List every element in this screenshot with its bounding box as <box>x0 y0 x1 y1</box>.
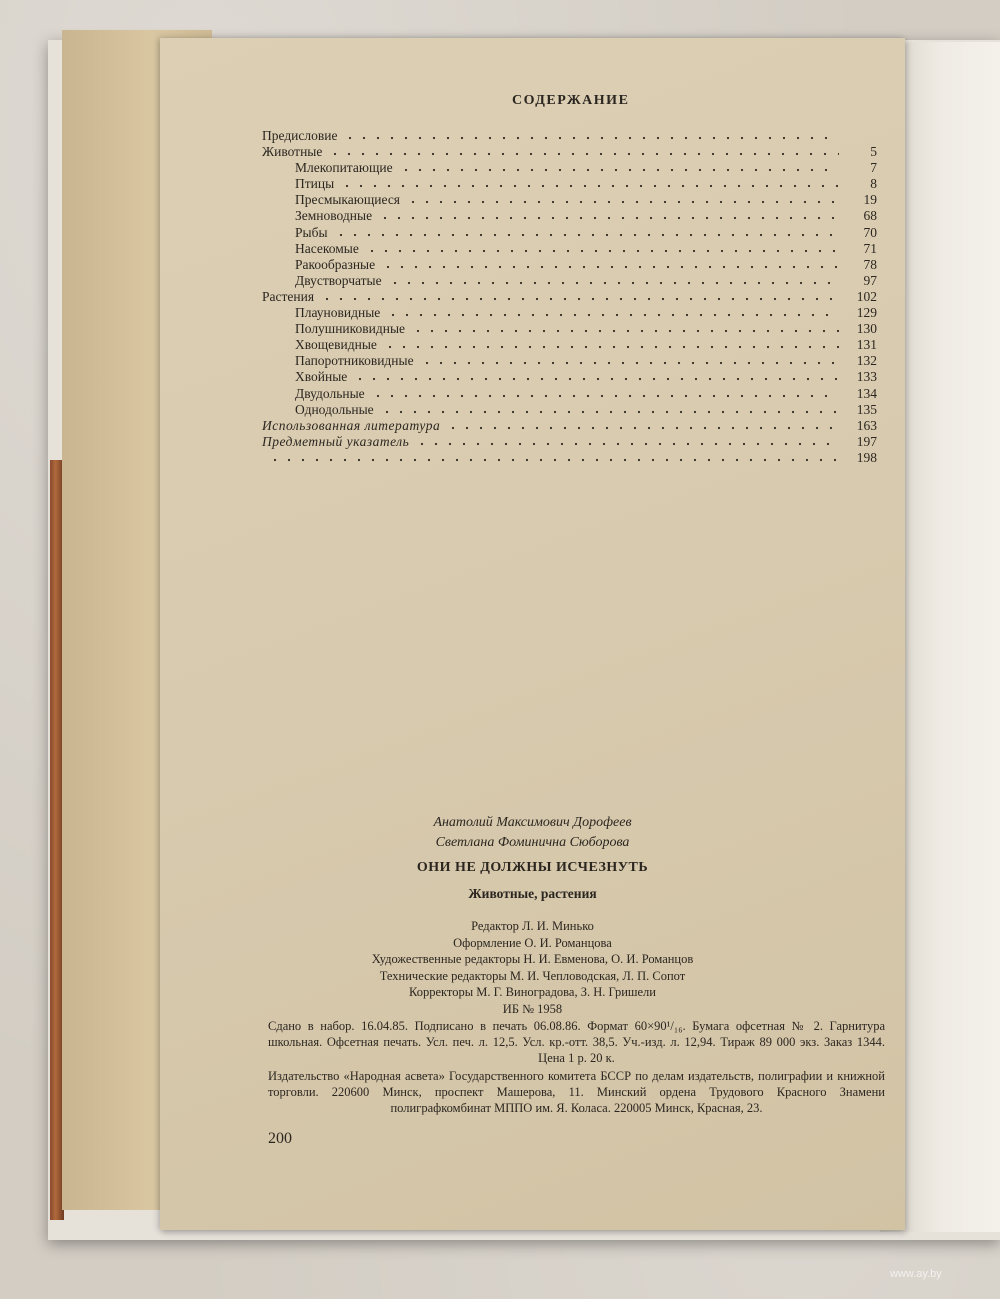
toc-page-number: 102 <box>856 288 877 304</box>
toc-page-number: 133 <box>856 369 877 385</box>
toc-row <box>262 208 877 224</box>
toc-page-number: 134 <box>856 385 877 401</box>
toc-dot-leader <box>383 345 839 349</box>
toc-page-number: 129 <box>856 305 877 321</box>
toc-dot-leader <box>343 136 839 140</box>
toc-label: Предисловие <box>262 128 338 143</box>
credit-line: Редактор Л. И. Минько <box>471 919 594 933</box>
toc-label: Птицы <box>295 176 335 192</box>
toc-dot-leader <box>328 152 839 156</box>
book-title: ОНИ НЕ ДОЛЖНЫ ИСЧЕЗНУТЬ <box>416 860 649 875</box>
toc-label: Млекопитающие <box>295 160 393 176</box>
credit-line: Технические редакторы М. И. Чепловодская, Л. П. Сопот <box>379 968 686 983</box>
toc-dot-leader <box>406 200 839 204</box>
toc-page-number: 5 <box>870 144 877 160</box>
toc-dot-leader <box>381 265 839 269</box>
toc-row <box>262 450 877 466</box>
toc-row <box>262 257 877 273</box>
toc-row <box>262 418 877 434</box>
toc-row <box>262 353 877 369</box>
toc-page-number: 132 <box>856 353 877 369</box>
toc-row <box>262 305 877 321</box>
toc-label: Двудольные <box>295 385 365 401</box>
toc-page-number: 97 <box>863 272 877 288</box>
toc-row <box>262 225 877 241</box>
toc-dot-leader <box>380 410 839 414</box>
toc-label: Хвощевидные <box>295 337 377 353</box>
toc-label: Растения <box>262 288 315 304</box>
toc-row <box>262 128 877 144</box>
credits <box>160 918 905 1017</box>
toc-page-number: 8 <box>870 176 877 192</box>
table-of-contents <box>262 128 877 466</box>
toc-page-number: 198 <box>856 449 877 465</box>
toc-row <box>262 321 877 337</box>
toc-label: Плауновидные <box>295 305 381 321</box>
toc-row <box>262 337 877 353</box>
toc-row <box>262 192 877 208</box>
toc-dot-leader <box>378 216 839 220</box>
toc-row <box>262 176 877 192</box>
toc-row <box>262 160 877 176</box>
toc-row <box>262 386 877 402</box>
toc-row <box>262 273 877 289</box>
toc-dot-leader <box>386 313 839 317</box>
publisher-info: Издательство «Народная асвета» Государственного комитета БССР по делам издательств, полиграфии и книжной торговли. 220600 Минск, проспект Машерова, 11. Минский ордена Трудового Красного Знамени полиграфкомбинат МППО им. Я. Коласа. 220005 Минск, Красная, 23. <box>268 1069 885 1115</box>
toc-heading: СОДЕРЖАНИЕ <box>512 93 630 108</box>
toc-page-number: 163 <box>856 417 877 433</box>
toc-row <box>262 241 877 257</box>
author-2: Светлана Фоминична Сюборова <box>435 835 630 850</box>
credit-line: Художественные редакторы Н. И. Евменова, О. И. Романцов <box>371 952 694 966</box>
toc-dot-leader <box>340 184 839 188</box>
toc-page-number: 19 <box>863 192 877 208</box>
toc-page-number: 131 <box>856 337 877 353</box>
toc-label: Ракообразные <box>295 256 376 272</box>
print-data: Сдано в набор. 16.04.85. Подписано в печать 06.08.86. Формат 60×90¹/₁₆. Бумага офсетная № 2. Гарнитура школьная. Офсетная печать. Усл. печ. л. 12,5. Усл. кр.-отт. 38,5. Уч.-изд. л. 12,94. Тираж 89 000 экз. Заказ 1344. Цена 1 р. 20 к. <box>268 1019 885 1065</box>
toc-page-number: 68 <box>863 208 877 224</box>
toc-label: Земноводные <box>295 208 373 224</box>
toc-row <box>262 369 877 385</box>
toc-page-number: 71 <box>863 240 877 256</box>
toc-dot-leader <box>446 426 839 430</box>
toc-dot-leader <box>388 281 839 285</box>
toc-dot-leader <box>399 168 839 172</box>
toc-row <box>262 402 877 418</box>
toc-dot-leader <box>353 377 839 381</box>
toc-dot-leader <box>334 233 839 237</box>
book-subtitle: Животные, растения <box>468 886 597 901</box>
toc-label: Двустворчатые <box>295 272 382 288</box>
toc-row <box>262 289 877 305</box>
toc-page-number: 130 <box>856 321 877 337</box>
toc-page-number: 197 <box>856 433 877 449</box>
toc-label: Предметный указатель <box>262 433 410 449</box>
toc-label: Однодольные <box>295 401 374 417</box>
toc-label: Хвойные <box>295 369 348 385</box>
credit-line: Корректоры М. Г. Виноградова, З. Н. Гришели <box>409 985 656 999</box>
toc-page-number: 70 <box>863 224 877 240</box>
toc-dot-leader <box>420 361 839 365</box>
credit-line: ИБ № 1958 <box>502 1001 563 1016</box>
toc-dot-leader <box>415 442 839 446</box>
toc-page-number: 78 <box>863 256 877 272</box>
toc-page-number: 7 <box>870 160 877 176</box>
toc-page-number: 135 <box>856 401 877 417</box>
toc-label: Рыбы <box>295 224 328 240</box>
page-number: 200 <box>268 1130 292 1147</box>
toc-row <box>262 434 877 450</box>
author-1: Анатолий Максимович Дорофеев <box>433 815 632 830</box>
toc-label: Насекомые <box>295 240 359 256</box>
credit-line: Оформление О. И. Романцова <box>453 935 612 950</box>
toc-dot-leader <box>371 394 839 398</box>
toc-label: Папоротниковидные <box>295 353 414 369</box>
toc-dot-leader <box>365 249 839 253</box>
toc-row <box>262 144 877 160</box>
toc-dot-leader <box>411 329 839 333</box>
toc-label: Пресмыкающиеся <box>295 192 401 208</box>
toc-dot-leader <box>320 297 839 301</box>
watermark: www.ay.by <box>890 1268 942 1280</box>
toc-label: Использованная литература <box>262 417 441 433</box>
toc-dot-leader <box>268 458 839 462</box>
toc-label: Полушниковидные <box>295 321 406 337</box>
toc-label: Животные <box>262 144 323 160</box>
